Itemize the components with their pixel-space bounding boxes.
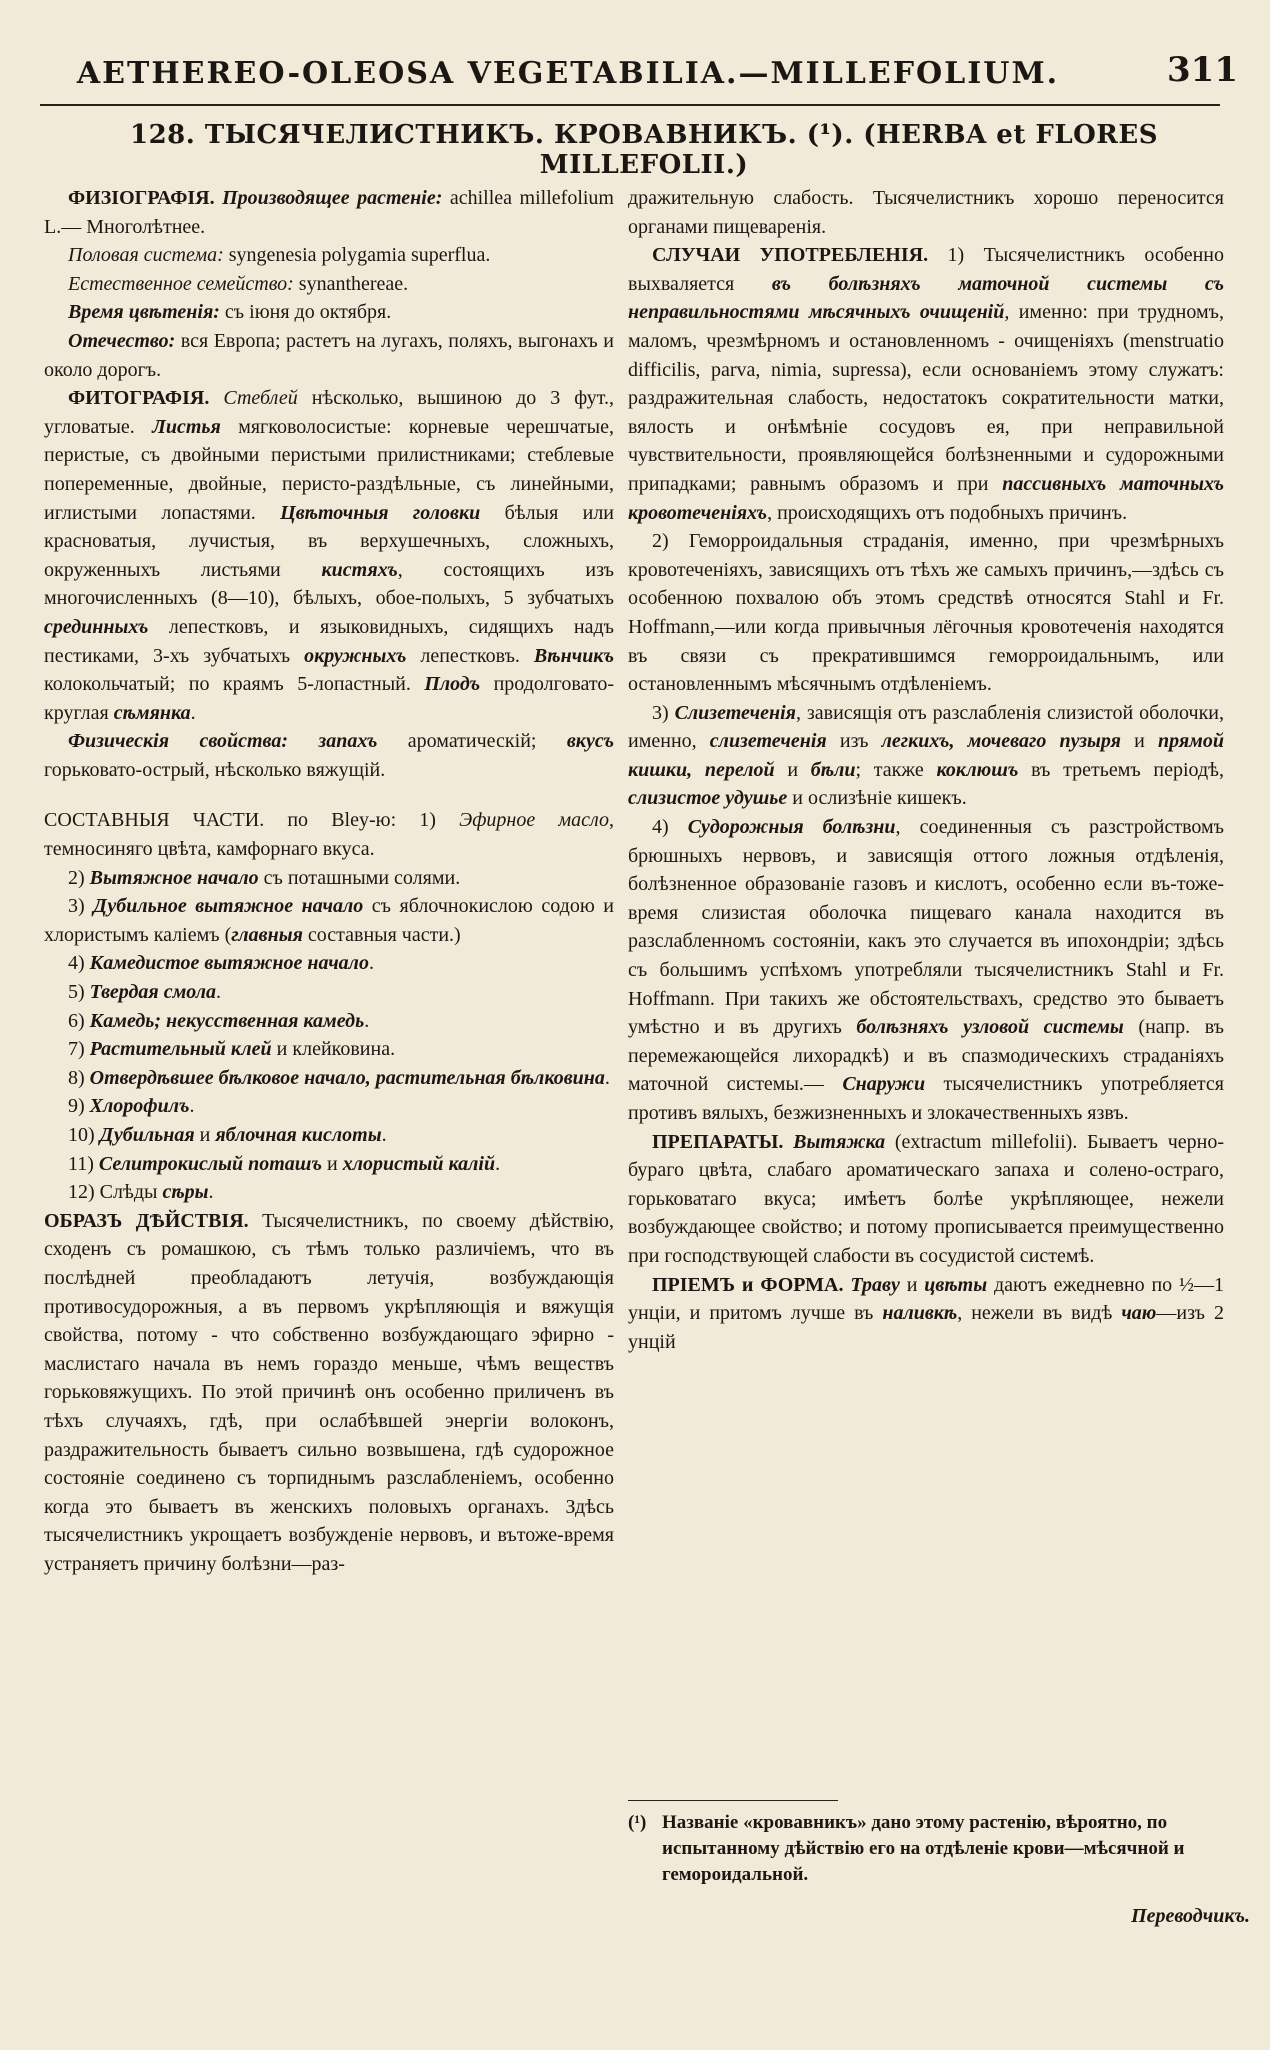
paragraph <box>44 1007 614 1036</box>
text-run: synanthereae. <box>298 272 409 295</box>
text-run: слизистое удушье <box>628 787 793 810</box>
text-run: и <box>199 1124 216 1146</box>
paragraph <box>44 949 614 978</box>
text-run: и клейковина. <box>276 1038 396 1061</box>
text-run: 8) <box>68 1066 90 1089</box>
text-run: ; также <box>855 758 937 781</box>
right-column <box>628 184 1224 1356</box>
text-run: СОСТАВНЫЯ ЧАСТИ. по Bley-ю: 1) <box>44 809 460 832</box>
text-run: . <box>495 1152 501 1175</box>
text-run: ПРІЕМЪ и ФОРМА. <box>652 1273 851 1296</box>
text-run: 10) <box>68 1124 100 1146</box>
text-run: Судорожныя болѣзни <box>687 816 896 839</box>
text-run: . <box>381 1124 387 1146</box>
paragraph <box>44 864 614 893</box>
text-run: лепестковъ. <box>420 644 534 667</box>
paragraph <box>44 1092 614 1121</box>
text-run: Слизетеченія <box>674 701 796 724</box>
text-run: сѣмянка <box>113 701 191 724</box>
text-run: Дубильное вытяжное начало <box>93 895 372 918</box>
text-run: 3) <box>652 701 675 724</box>
paragraph <box>44 727 614 784</box>
translator-signature: Переводчикъ. <box>1131 1905 1250 1927</box>
text-run: съ яблочнокислою содою и хлористымъ каліемъ ( <box>44 895 614 946</box>
text-run: Вѣнчикъ <box>533 644 614 667</box>
text-run: съ іюня до октября. <box>224 301 392 324</box>
paragraph <box>628 527 1224 699</box>
text-run: колокольчатый; по краямъ 5-лопастный. <box>44 673 425 696</box>
text-run: Стеблей <box>223 387 312 410</box>
text-run: , именно: при трудномъ, маломъ, чрезмѣрномъ и остановленномъ - очищеніяхъ (menstruatio difficilis, parva, nimia, supressa), если основаніемъ этому служатъ: раздражительная слабость, недостатокъ сократительности матки, вялость и онѣмѣніе сосудовъ ея, при неправильной чувствительности, проявляющейся болѣзненными и судорожными припадками; равнымъ образомъ и при <box>628 301 1224 495</box>
text-run: нѣсколько, вышиною до 3 фут., угловатые. <box>44 387 614 438</box>
text-run: Вытяжка <box>793 1130 895 1153</box>
paragraph <box>44 1178 614 1207</box>
text-run: Траву <box>850 1273 907 1296</box>
text-run: лепестковъ, и языковидныхъ, сидящихъ надъ пестиками, 3-хъ зубчатыхъ <box>44 615 614 667</box>
paragraph <box>44 1121 614 1150</box>
text-run: 11) <box>68 1152 99 1175</box>
text-run: Камедь; некусственная камедь <box>89 1009 365 1032</box>
text-run: пассивныхъ маточныхъ кровотеченіяхъ <box>628 472 1225 524</box>
text-run: 12) Слѣды <box>68 1181 163 1204</box>
text-run: коклюшъ <box>936 758 1032 781</box>
text-run: чаю <box>1121 1302 1157 1325</box>
text-run: ПРЕПАРАТЫ. <box>652 1130 794 1153</box>
paragraph <box>44 241 614 270</box>
left-column <box>44 184 614 1579</box>
text-run: Эфирное масло <box>459 809 609 832</box>
text-run: . <box>368 952 374 975</box>
text-run: цвѣты <box>924 1273 994 1296</box>
text-run: 4) <box>652 816 688 839</box>
footnote-text: Названіе «кровавникъ» дано этому растенію, вѣроятно, по испытанному дѣйствію его на отдѣленіе крови—мѣсячной и геморoидальной. <box>662 1812 1185 1885</box>
text-run: ароматическій; <box>407 730 567 753</box>
text-run: Цвѣточныя головки <box>280 501 505 524</box>
text-run: . <box>208 1181 214 1204</box>
text-run: (напр. въ перемежающейся лихорадкѣ) и въ спазмодическихъ страданіяхъ маточной системы.— <box>628 1016 1224 1096</box>
text-run: вся Европа; растетъ на лугахъ, поляхъ, выгонахъ и около дорогъ. <box>44 329 614 381</box>
paragraph <box>628 813 1224 1128</box>
text-run: сѣры <box>162 1181 209 1204</box>
text-run: Отвердѣвшее бѣлковое начало, растительная бѣлковина <box>89 1066 605 1089</box>
text-run: 4) <box>68 952 90 975</box>
text-run: и ослизѣніе кишекъ. <box>792 787 967 810</box>
text-run: ФИЗІОГРАФІЯ. <box>68 187 223 209</box>
text-run: 7) <box>68 1038 90 1061</box>
text-run: въ третьемъ періодѣ, <box>1031 758 1224 781</box>
text-run: Тысячелистникъ, по своему дѣйствію, сходенъ съ ромашкою, съ тѣмъ только различіемъ, что въ послѣдней преобладаютъ летучія, возбуждающія противосудорожныя, а въ первомъ укрѣпляющія и вяжущія свойства, потому - что собственно возбуждающаго эфирно - маслистаго начала въ немъ гораздо меньше, чѣмъ веществъ горьковяжущихъ. По этой причинѣ онъ особенно приличенъ въ тѣхъ случаяхъ, гдѣ, при ослабѣвшей энергіи волоконъ, раздражительность бываетъ сильно возвышена, гдѣ судорожное состояніе соединено съ торпиднымъ разслабленіемъ, особенно когда это бываетъ въ женскихъ половыхъ органахъ. Здѣсь тысячелистникъ укрощаетъ возбужденіе нервовъ, и вътоже-время устраняетъ причину болѣзни—раз- <box>44 1209 614 1575</box>
text-run: Растительный клей <box>89 1038 277 1061</box>
text-run: и <box>1134 730 1158 753</box>
text-run: бѣлыя или красноватыя, лучистыя, въ верхушечныхъ, сложныхъ, окруженныхъ листьями <box>44 501 614 581</box>
text-run: 1) Тысячелистникъ особенно выхваляется <box>628 244 1224 295</box>
page-number: 311 <box>1167 50 1238 90</box>
paragraph <box>44 1064 614 1093</box>
text-run: 6) <box>68 1009 90 1032</box>
text-run: , нежели въ видѣ <box>957 1302 1122 1325</box>
text-run: мягковолосистые: корневые черешчатые, перистые, съ двойными перистыми прилистниками; стеблевые попеременные, двойные, перисто-раздѣльные, съ линейными, иглистыми лопастями. <box>44 415 614 524</box>
text-run: вкусъ <box>566 730 614 753</box>
text-run: Физическія свойства: запахъ <box>68 730 408 753</box>
text-run: легкихъ, мочеваго пузыря <box>881 730 1135 753</box>
text-run: achillea millefolium L.— Многолѣтнее. <box>44 187 614 238</box>
text-run: . <box>216 981 222 1004</box>
text-run: въ болѣзняхъ маточной системы съ неправильностями мѣсячныхъ очищеній <box>628 272 1225 324</box>
paragraph <box>628 1271 1224 1357</box>
text-run: тысячелистникъ употребляется противъ вялыхъ, безжизненныхъ и злокачественныхъ язвъ. <box>628 1073 1224 1124</box>
paragraph <box>44 1150 614 1179</box>
text-run: syngenesia polygamia superflua. <box>228 244 491 267</box>
text-run: Время цвѣтенія: <box>68 301 225 324</box>
text-run: бѣли <box>810 758 856 781</box>
paragraph <box>628 241 1224 527</box>
text-run: дражительную слабость. Тысячелистникъ хорошо переносится органами пищеваренія. <box>628 187 1224 238</box>
text-run: Хлорофилъ <box>89 1095 190 1118</box>
header-rule <box>40 104 1220 106</box>
text-run: Снаружи <box>842 1073 944 1096</box>
paragraph <box>628 184 1224 241</box>
paragraph <box>44 978 614 1007</box>
text-run: , состоящихъ изъ многочисленныхъ (8—10), бѣлыхъ, обое-полыхъ, 5 зубчатыхъ <box>44 558 614 610</box>
paragraph <box>44 892 614 949</box>
text-run: , темносиняго цвѣта, камфорнаго вкуса. <box>44 809 614 861</box>
text-run: . <box>604 1066 610 1089</box>
text-run: и <box>906 1273 925 1296</box>
paragraph <box>44 184 614 241</box>
paragraph <box>44 806 614 863</box>
text-run: , соединенныя съ разстройствомъ брюшныхъ нервовъ, и зависящія оттого ложныя отдѣленія, болѣзненное образованіе газовъ и кислотъ, особенно если въ-тоже-время слизистая оболочка пищеваго канала находится въ разслабленномъ состояніи, какъ это случается въ ипохондріи; здѣсь съ большимъ успѣхомъ употребляли тысячелистникъ Stahl и Fr. Hoffmann. При такихъ же обстоятельствахъ, средство это бываетъ умѣстно и въ другихъ <box>628 816 1225 1039</box>
text-run: 3) <box>68 895 94 918</box>
text-run: ФИТОГРАФІЯ. <box>68 387 224 410</box>
text-run: Селитрокислый поташъ <box>98 1152 327 1175</box>
text-run: Камедистое вытяжное начало <box>89 952 369 975</box>
text-run: СЛУЧАИ УПОТРЕБЛЕНІЯ. <box>652 244 948 267</box>
text-run: главныя <box>231 923 308 946</box>
text-run: ОБРАЗЪ ДѢЙСТВІЯ. <box>44 1209 263 1232</box>
paragraph <box>44 270 614 299</box>
paragraph <box>628 699 1224 813</box>
text-run: Листья <box>152 415 239 438</box>
text-run: Естественное семейство: <box>68 272 299 295</box>
text-run: наливкѣ <box>882 1302 958 1325</box>
text-run: хлористый калій <box>342 1152 496 1175</box>
text-run: кистяхъ <box>321 558 398 581</box>
text-run: . <box>364 1009 370 1032</box>
text-run: Производящее растеніе: <box>222 187 450 209</box>
text-run: Твердая смола <box>89 981 217 1004</box>
text-run: —изъ 2 унцій <box>628 1302 1224 1353</box>
text-run: . <box>190 701 196 724</box>
text-run: и <box>787 758 811 781</box>
paragraph <box>44 1035 614 1064</box>
article-heading: 128. ТЫСЯЧЕЛИСТНИКЪ. КРОВАВНИКЪ. (¹). (HERBA et FLORES MILLEFOLII.) <box>129 120 1158 180</box>
text-run: 2) Геморроидальныя страданія, именно, при чрезмѣрныхъ кровотеченіяхъ, зависящихъ отъ тѣхъ же самыхъ причинъ,—здѣсь съ особенною похвалою объ этомъ средствѣ относятся Stahl и Fr. Hoffmann,—или когда привычныя лёгочныя кровотеченія находятся въ связи съ прекратившимся геморроидальнымъ, или остановленнымъ мѣсячнымъ отдѣленіемъ. <box>628 530 1224 696</box>
text-run: и <box>327 1152 343 1175</box>
footnote-rule <box>628 1800 838 1801</box>
text-run: (extractum millefolii). Бываетъ черно-бураго цвѣта, слабаго ароматическаго запаха и солено-остраго, горьковатаго вкуса; имѣетъ болѣе укрѣпляющее, нежели возбуждающее свойство; и потому прописывается преимущественно при господствующей слабости въ сосудистой системѣ. <box>628 1130 1224 1267</box>
paragraph <box>44 384 614 727</box>
text-run: прямой кишки, перелой <box>628 730 1224 781</box>
text-run: окружныхъ <box>304 644 421 667</box>
text-run: Отечество: <box>68 329 181 352</box>
paragraph <box>44 1207 614 1579</box>
text-run: продолговато-круглая <box>44 673 614 724</box>
text-run: слизетеченія <box>709 730 840 753</box>
text-run: изъ <box>839 730 882 753</box>
text-run: составныя части.) <box>307 923 461 946</box>
text-run: съ поташными солями. <box>263 866 461 889</box>
paragraph-spacer <box>44 784 614 806</box>
text-run: 2) <box>68 866 90 889</box>
footnote-mark: (¹) <box>628 1812 647 1833</box>
text-run: Дубильная <box>99 1124 200 1146</box>
text-run: 5) <box>68 981 90 1004</box>
running-head <box>28 50 1238 96</box>
text-run: срединныхъ <box>44 615 169 638</box>
paragraph <box>44 327 614 384</box>
text-run: , происходящихъ отъ подобныхъ причинъ. <box>767 501 1128 524</box>
text-run: болѣзняхъ узловой системы <box>856 1016 1139 1039</box>
paragraph <box>44 298 614 327</box>
text-run: 9) <box>68 1095 90 1118</box>
text-run: даютъ ежедневно по ½—1 унціи, и притомъ лучше въ <box>628 1273 1225 1325</box>
text-run: Половая система: <box>68 244 229 267</box>
text-run: Плодъ <box>424 673 494 696</box>
text-run: яблочная кислоты <box>215 1124 382 1146</box>
footnote <box>628 1810 1224 1888</box>
text-run: , зависящія отъ разслабленія слизистой оболочки, именно, <box>628 701 1224 753</box>
text-run: . <box>189 1095 195 1118</box>
text-run: Вытяжное начало <box>89 866 264 889</box>
text-run: горьковато-острый, нѣсколько вяжущій. <box>44 758 386 781</box>
paragraph <box>628 1128 1224 1271</box>
running-title: AETHEREO-OLEOSA VEGETABILIA.—MILLEFOLIUM. <box>76 56 1060 91</box>
